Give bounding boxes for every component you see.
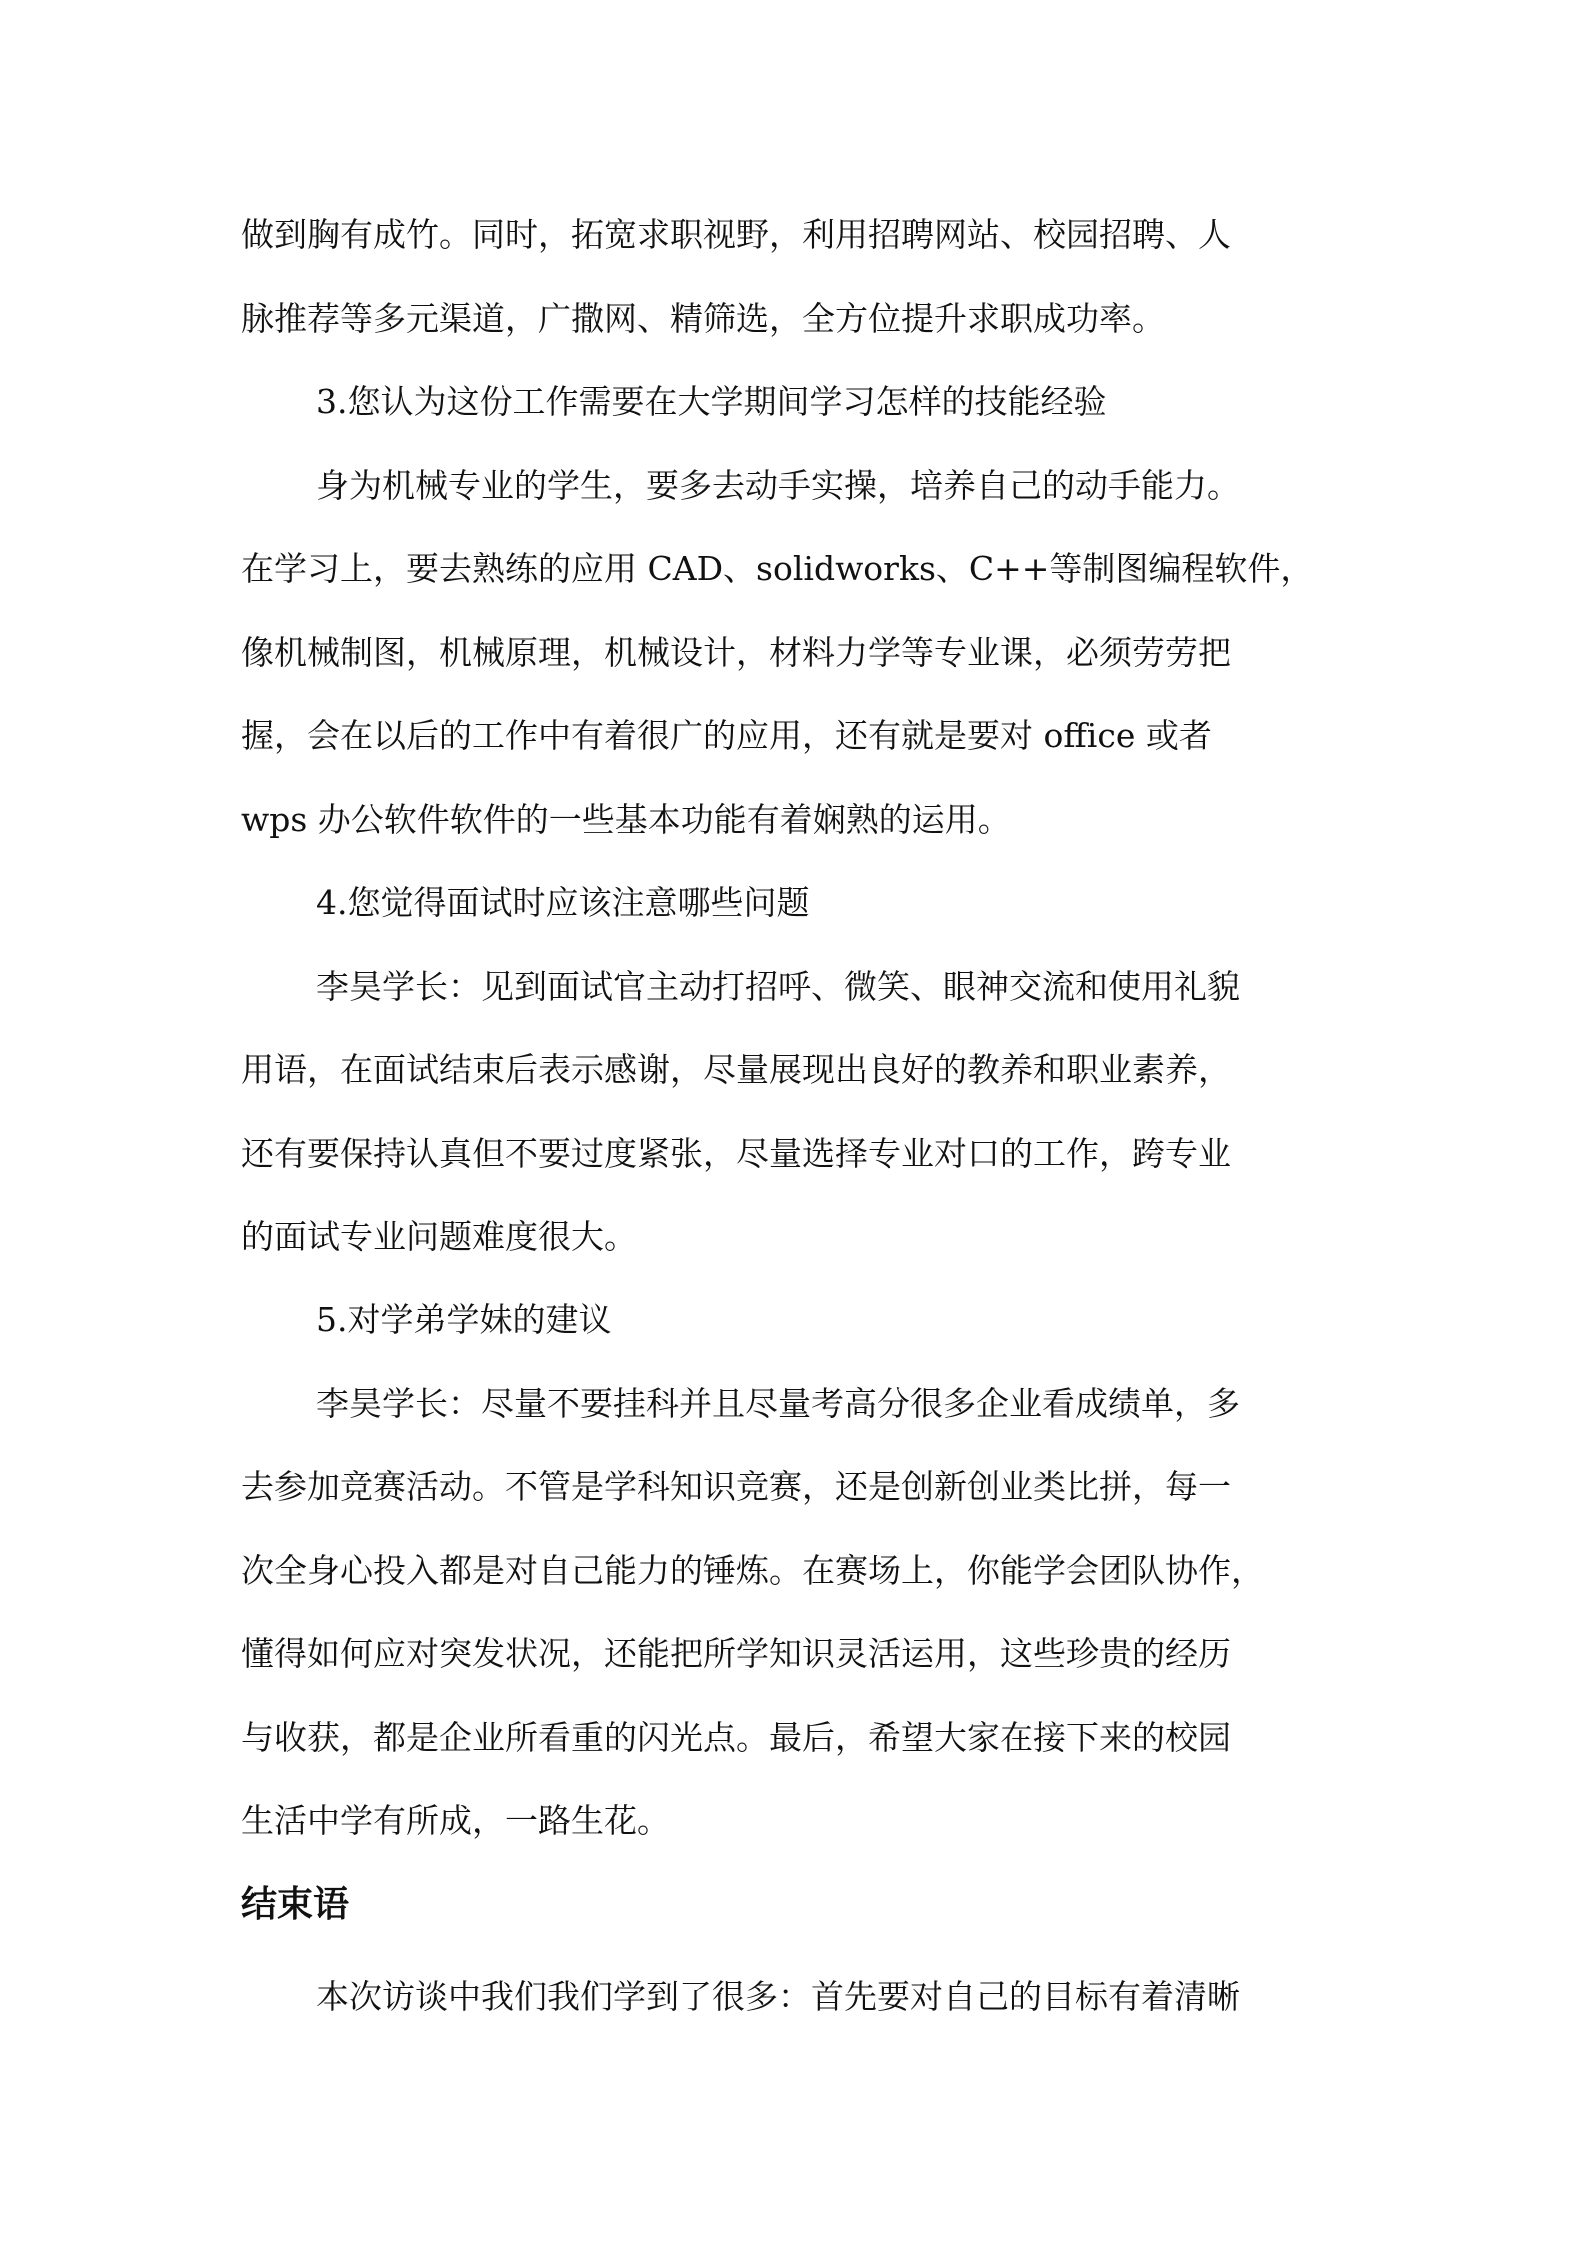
text-line: 的面试专业问题难度很大。 (241, 1217, 637, 1256)
text-line: 去参加竞赛活动。不管是学科知识竞赛，还是创新创业类比拼，每一 (241, 1467, 1231, 1506)
paragraph-start: 李昊学长：尽量不要挂科并且尽量考高分很多企业看成绩单，多 (316, 1384, 1240, 1423)
text-line: 与收获，都是企业所看重的闪光点。最后，希望大家在接下来的校园 (241, 1718, 1231, 1757)
text-line: 懂得如何应对突发状况，还能把所学知识灵活运用，这些珍贵的经历 (241, 1634, 1231, 1673)
paragraph-start: 身为机械专业的学生，要多去动手实操，培养自己的动手能力。 (316, 466, 1240, 505)
paragraph-start: 李昊学长：见到面试官主动打招呼、微笑、眼神交流和使用礼貌 (316, 967, 1240, 1006)
text-line: 像机械制图，机械原理，机械设计，材料力学等专业课，必须劳劳把 (241, 633, 1231, 672)
text-line: 握，会在以后的工作中有着很广的应用，还有就是要对 office 或者 (241, 716, 1212, 755)
question-heading: 5.对学弟学妹的建议 (316, 1300, 612, 1339)
text-line: 做到胸有成竹。同时，拓宽求职视野，利用招聘网站、校园招聘、人 (241, 215, 1231, 254)
question-heading: 3.您认为这份工作需要在大学期间学习怎样的技能经验 (316, 382, 1107, 421)
text-line: 用语，在面试结束后表示感谢，尽量展现出良好的教养和职业素养， (241, 1050, 1231, 1089)
text-line: 脉推荐等多元渠道，广撒网、精筛选，全方位提升求职成功率。 (241, 299, 1165, 338)
text-line: 生活中学有所成，一路生花。 (241, 1801, 670, 1840)
text-line: 次全身心投入都是对自己能力的锤炼。在赛场上，你能学会团队协作， (241, 1551, 1264, 1590)
question-heading: 4.您觉得面试时应该注意哪些问题 (316, 883, 810, 922)
text-line: 在学习上，要去熟练的应用 CAD、solidworks、C++等制图编程软件， (241, 549, 1314, 588)
text-line: 还有要保持认真但不要过度紧张，尽量选择专业对口的工作，跨专业 (241, 1134, 1231, 1173)
paragraph-start: 本次访谈中我们我们学到了很多：首先要对自己的目标有着清晰 (316, 1977, 1240, 2016)
section-heading: 结束语 (241, 1884, 350, 1925)
text-line: wps 办公软件软件的一些基本功能有着娴熟的运用。 (241, 800, 1011, 839)
